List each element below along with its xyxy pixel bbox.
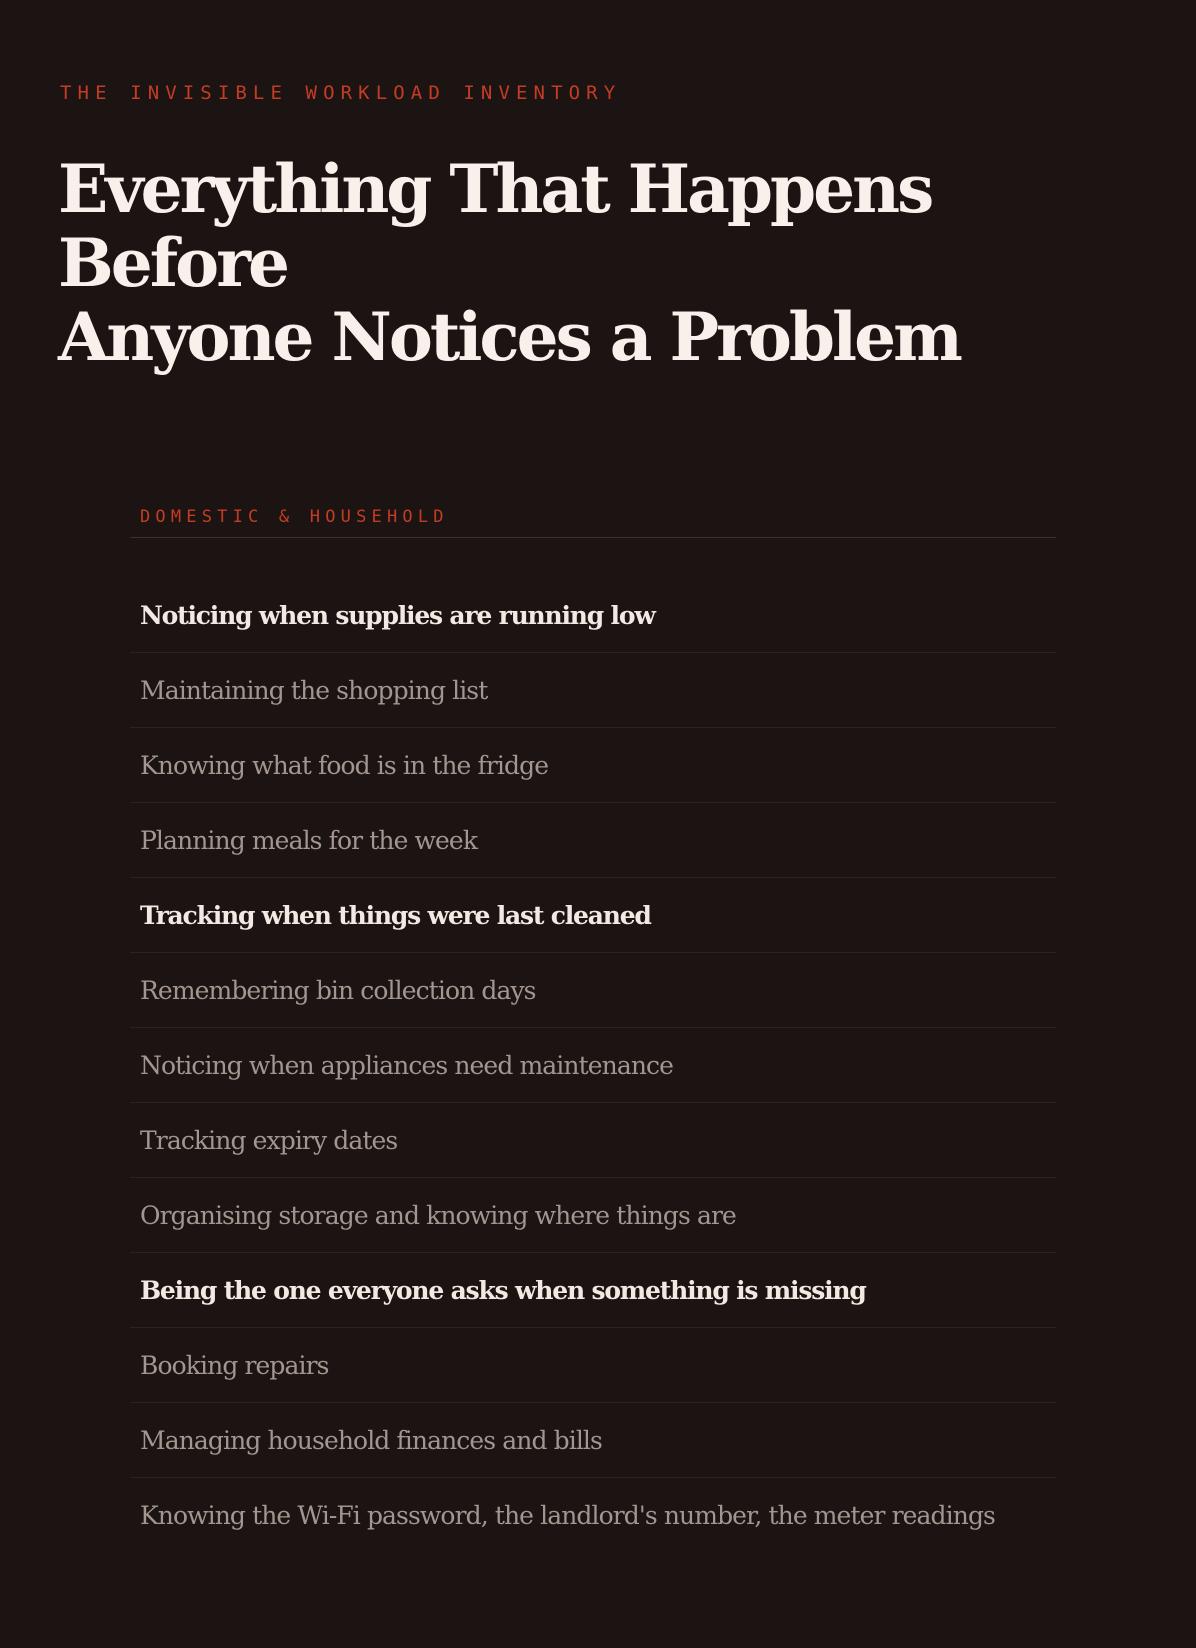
list-item: Knowing the Wi-Fi password, the landlord's number, the meter readings bbox=[140, 1501, 995, 1530]
page-title-line-1: Everything That Happens Before bbox=[58, 150, 932, 302]
list-item: Knowing what food is in the fridge bbox=[130, 728, 1056, 803]
list-item: Tracking when things were last cleaned bbox=[130, 878, 1056, 953]
list-item: Planning meals for the week bbox=[130, 803, 1056, 878]
list-item: Maintaining the shopping list bbox=[130, 653, 1056, 728]
workload-list bbox=[130, 578, 1056, 1553]
list-item: Remembering bin collection days bbox=[130, 953, 1056, 1028]
list-item: Tracking expiry dates bbox=[130, 1103, 1056, 1178]
list-item: Booking repairs bbox=[130, 1328, 1056, 1403]
page-title-line-2: Anyone Notices a Problem bbox=[58, 298, 960, 376]
list-item: Managing household finances and bills bbox=[130, 1403, 1056, 1478]
list-item: Being the one everyone asks when something is missing bbox=[130, 1253, 1056, 1328]
list-item: Noticing when appliances need maintenance bbox=[130, 1028, 1056, 1103]
page-title bbox=[58, 152, 1158, 374]
list-item: Noticing when supplies are running low bbox=[130, 578, 1056, 653]
list-item: Organising storage and knowing where things are bbox=[130, 1178, 1056, 1253]
section-label: DOMESTIC & HOUSEHOLD bbox=[140, 507, 449, 527]
eyebrow-label: THE INVISIBLE WORKLOAD INVENTORY bbox=[60, 82, 622, 104]
section-divider bbox=[130, 537, 1056, 538]
domestic-household-section bbox=[130, 505, 1056, 1553]
